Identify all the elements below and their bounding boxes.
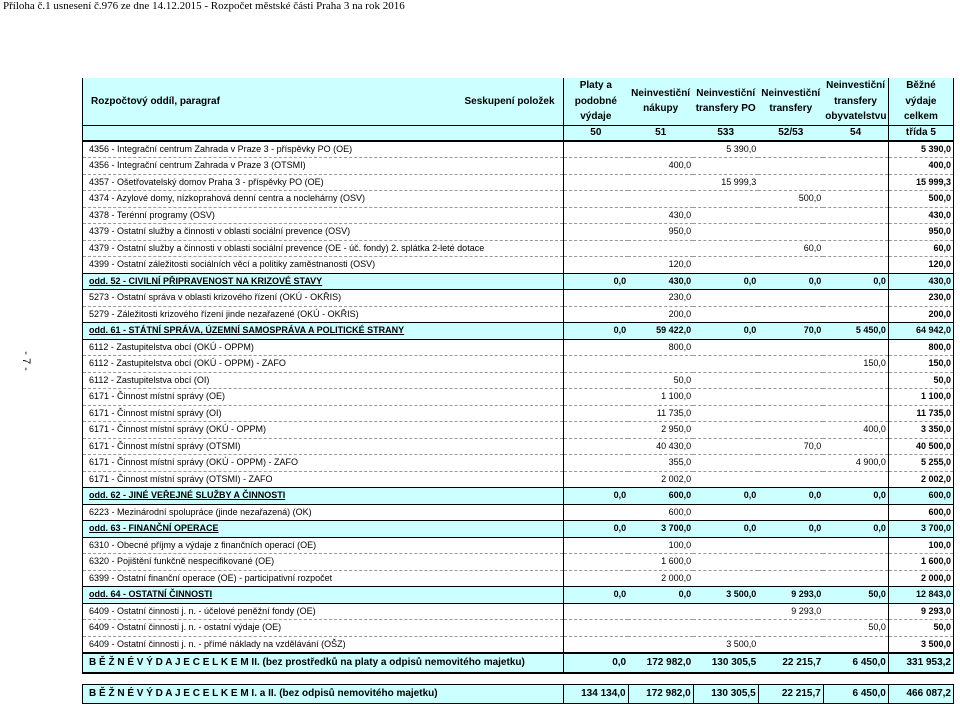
row-value bbox=[823, 158, 888, 175]
row-value: 9 293,0 bbox=[888, 603, 953, 620]
row-value: 64 942,0 bbox=[888, 323, 953, 340]
row-value: 400,0 bbox=[888, 158, 953, 175]
row-value bbox=[693, 191, 758, 208]
row-description: 4374 - Azylové domy, nízkoprahová denní centra a noclehárny (OSV) bbox=[83, 191, 564, 208]
row-value bbox=[563, 603, 628, 620]
row-value: 130 305,5 bbox=[693, 653, 758, 673]
row-description: 4356 - Integrační centrum Zahrada v Praze 3 (OTSMI) bbox=[83, 158, 564, 175]
row-value bbox=[758, 422, 823, 439]
page-number: - 7 - bbox=[19, 351, 32, 371]
row-value bbox=[693, 207, 758, 224]
row-description: 6310 - Obecné příjmy a výdaje z finančních operací (OE) bbox=[83, 537, 564, 554]
row-value: 22 215,7 bbox=[758, 653, 823, 673]
row-value bbox=[823, 141, 888, 158]
row-value: 950,0 bbox=[888, 224, 953, 241]
row-value: 5 390,0 bbox=[693, 141, 758, 158]
row-description: 5273 - Ostatní správa v oblasti krizového řízení (OKÚ - OKŘIS) bbox=[83, 290, 564, 307]
row-description: 6112 - Zastupitelstva obcí (OI) bbox=[83, 372, 564, 389]
row-value bbox=[628, 636, 693, 653]
row-description: 4357 - Ošetřovatelský domov Praha 3 - příspěvky PO (OE) bbox=[83, 174, 564, 191]
row-value: 0,0 bbox=[563, 587, 628, 604]
table-row bbox=[83, 422, 954, 439]
row-value: 60,0 bbox=[888, 240, 953, 257]
row-value bbox=[563, 389, 628, 406]
row-value bbox=[823, 191, 888, 208]
row-description: 4399 - Ostatní záležitosti sociálních věcí a politiky zaměstnanosti (OSV) bbox=[83, 257, 564, 274]
row-value bbox=[823, 537, 888, 554]
row-value bbox=[758, 141, 823, 158]
table-header-row bbox=[83, 78, 954, 125]
row-value: 120,0 bbox=[888, 257, 953, 274]
row-value: 600,0 bbox=[628, 488, 693, 505]
row-value bbox=[693, 537, 758, 554]
row-value: 15 999,3 bbox=[693, 174, 758, 191]
row-value: 400,0 bbox=[628, 158, 693, 175]
row-value bbox=[563, 438, 628, 455]
section-row bbox=[83, 273, 954, 290]
grand-total-description: B Ě Ž N É V Ý D A J E C E L K E M I. a II. (bez odpisů nemovitého majetku) bbox=[83, 685, 564, 704]
row-value bbox=[693, 438, 758, 455]
row-value: 59 422,0 bbox=[628, 323, 693, 340]
grand-total-value: 172 982,0 bbox=[628, 685, 693, 704]
table-row bbox=[83, 603, 954, 620]
row-description: 4379 - Ostatní služby a činnosti v oblasti sociální prevence (OSV) bbox=[83, 224, 564, 241]
row-value bbox=[758, 174, 823, 191]
row-value bbox=[563, 174, 628, 191]
row-value bbox=[823, 603, 888, 620]
row-value: 12 843,0 bbox=[888, 587, 953, 604]
code-cell: 54 bbox=[823, 125, 888, 141]
table-row bbox=[83, 158, 954, 175]
row-value: 70,0 bbox=[758, 323, 823, 340]
row-description: B Ě Ž N É V Ý D A J E C E L K E M II. (bez prostředků na platy a odpisů nemovitého majetku) bbox=[83, 653, 564, 673]
row-value bbox=[758, 636, 823, 653]
row-value bbox=[823, 372, 888, 389]
row-value bbox=[693, 471, 758, 488]
budget-table bbox=[82, 78, 954, 704]
row-description: 6171 - Činnost místní správy (OKÚ - OPPM) bbox=[83, 422, 564, 439]
row-value: 0,0 bbox=[693, 273, 758, 290]
row-value: 2 950,0 bbox=[628, 422, 693, 439]
grand-total-value: 6 450,0 bbox=[823, 685, 888, 704]
row-value bbox=[823, 636, 888, 653]
row-value bbox=[693, 339, 758, 356]
row-value bbox=[758, 504, 823, 521]
row-value: 5 390,0 bbox=[888, 141, 953, 158]
table-row bbox=[83, 620, 954, 637]
row-value: 15 999,3 bbox=[888, 174, 953, 191]
row-value bbox=[758, 620, 823, 637]
row-value bbox=[758, 537, 823, 554]
row-value bbox=[823, 471, 888, 488]
row-value: 430,0 bbox=[888, 273, 953, 290]
row-value: 1 100,0 bbox=[888, 389, 953, 406]
table-row bbox=[83, 554, 954, 571]
row-value bbox=[823, 224, 888, 241]
row-value bbox=[823, 306, 888, 323]
row-value: 0,0 bbox=[563, 273, 628, 290]
row-value: 1 600,0 bbox=[888, 554, 953, 571]
row-value: 9 293,0 bbox=[758, 587, 823, 604]
row-value: 0,0 bbox=[693, 521, 758, 538]
table-row bbox=[83, 306, 954, 323]
row-value: 50,0 bbox=[888, 620, 953, 637]
row-value: 1 600,0 bbox=[628, 554, 693, 571]
row-value bbox=[563, 240, 628, 257]
row-value bbox=[563, 471, 628, 488]
code-cell: 51 bbox=[628, 125, 693, 141]
row-value bbox=[563, 224, 628, 241]
row-value: 400,0 bbox=[823, 422, 888, 439]
row-value: 40 430,0 bbox=[628, 438, 693, 455]
row-value: 3 700,0 bbox=[888, 521, 953, 538]
row-value: 800,0 bbox=[888, 339, 953, 356]
row-value bbox=[693, 240, 758, 257]
row-description: 6409 - Ostatní činnosti j. n. - přímé náklady na vzdělávání (OŠZ) bbox=[83, 636, 564, 653]
row-description: 6112 - Zastupitelstva obcí (OKÚ - OPPM) bbox=[83, 339, 564, 356]
row-value: 0,0 bbox=[563, 653, 628, 673]
row-value bbox=[693, 405, 758, 422]
row-value bbox=[563, 158, 628, 175]
row-value bbox=[823, 405, 888, 422]
row-value: 150,0 bbox=[888, 356, 953, 373]
row-description: 5279 - Záležitosti krizového řízení jinde nezařazené (OKÚ - OKŘIS) bbox=[83, 306, 564, 323]
row-value bbox=[758, 257, 823, 274]
row-value: 0,0 bbox=[758, 273, 823, 290]
row-description: odd. 61 - STÁTNÍ SPRÁVA, ÚZEMNÍ SAMOSPRÁVA A POLITICKÉ STRANY bbox=[83, 323, 564, 340]
table-row bbox=[83, 372, 954, 389]
header-col-total: Běžné výdaje celkem bbox=[888, 78, 953, 125]
row-description: odd. 63 - FINANČNÍ OPERACE bbox=[83, 521, 564, 538]
row-value bbox=[563, 422, 628, 439]
section-row bbox=[83, 323, 954, 340]
row-value bbox=[758, 554, 823, 571]
row-value bbox=[693, 224, 758, 241]
row-value bbox=[563, 504, 628, 521]
row-value bbox=[563, 372, 628, 389]
row-value bbox=[628, 174, 693, 191]
header-col-transfers: Neinvestiční transfery bbox=[758, 78, 823, 125]
row-value: 3 700,0 bbox=[628, 521, 693, 538]
row-value bbox=[563, 191, 628, 208]
row-value bbox=[823, 207, 888, 224]
row-value bbox=[693, 554, 758, 571]
row-value: 70,0 bbox=[758, 438, 823, 455]
row-value bbox=[563, 537, 628, 554]
code-cell: 50 bbox=[563, 125, 628, 141]
row-value bbox=[693, 389, 758, 406]
row-value bbox=[758, 158, 823, 175]
row-value bbox=[693, 306, 758, 323]
table-row bbox=[83, 504, 954, 521]
row-value: 60,0 bbox=[758, 240, 823, 257]
row-value bbox=[758, 356, 823, 373]
table-code-row bbox=[83, 125, 954, 141]
row-description: 4356 - Integrační centrum Zahrada v Praze 3 - příspěvky PO (OE) bbox=[83, 141, 564, 158]
row-value bbox=[823, 290, 888, 307]
row-value bbox=[628, 191, 693, 208]
table-row bbox=[83, 356, 954, 373]
row-value bbox=[758, 471, 823, 488]
row-description: 6112 - Zastupitelstva obcí (OKÚ - OPPM) - ZAFO bbox=[83, 356, 564, 373]
row-value: 5 255,0 bbox=[888, 455, 953, 472]
row-value: 100,0 bbox=[888, 537, 953, 554]
code-cell: 52/53 bbox=[758, 125, 823, 141]
row-value bbox=[758, 455, 823, 472]
row-description: 6171 - Činnost místní správy (OI) bbox=[83, 405, 564, 422]
row-value bbox=[628, 620, 693, 637]
row-description: 6171 - Činnost místní správy (OTSMI) - ZAFO bbox=[83, 471, 564, 488]
row-description: 6171 - Činnost místní správy (OTSMI) bbox=[83, 438, 564, 455]
row-value: 11 735,0 bbox=[628, 405, 693, 422]
row-value bbox=[628, 356, 693, 373]
row-value: 6 450,0 bbox=[823, 653, 888, 673]
table-row bbox=[83, 455, 954, 472]
table-row bbox=[83, 471, 954, 488]
table-row bbox=[83, 224, 954, 241]
row-value: 200,0 bbox=[888, 306, 953, 323]
spacer-row bbox=[83, 673, 954, 685]
row-value: 500,0 bbox=[758, 191, 823, 208]
row-value bbox=[758, 339, 823, 356]
grand-total-value: 466 087,2 bbox=[888, 685, 953, 704]
row-value bbox=[823, 438, 888, 455]
row-description: 6171 - Činnost místní správy (OE) bbox=[83, 389, 564, 406]
row-value: 3 500,0 bbox=[888, 636, 953, 653]
row-value: 0,0 bbox=[563, 323, 628, 340]
row-value bbox=[693, 372, 758, 389]
code-cell: 533 bbox=[693, 125, 758, 141]
row-value bbox=[563, 257, 628, 274]
row-description: odd. 62 - JINÉ VEŘEJNÉ SLUŽBY A ČINNOSTI bbox=[83, 488, 564, 505]
row-description: 6223 - Mezinárodní spolupráce (jinde nezařazená) (OK) bbox=[83, 504, 564, 521]
row-value: 150,0 bbox=[823, 356, 888, 373]
row-value: 50,0 bbox=[888, 372, 953, 389]
row-value bbox=[693, 257, 758, 274]
row-value bbox=[563, 620, 628, 637]
row-value: 230,0 bbox=[888, 290, 953, 307]
row-value: 5 450,0 bbox=[823, 323, 888, 340]
row-value bbox=[758, 290, 823, 307]
row-value bbox=[693, 422, 758, 439]
row-value: 2 002,0 bbox=[628, 471, 693, 488]
row-value bbox=[563, 141, 628, 158]
table-row bbox=[83, 405, 954, 422]
section-row bbox=[83, 488, 954, 505]
row-value: 430,0 bbox=[628, 273, 693, 290]
row-value: 500,0 bbox=[888, 191, 953, 208]
row-value bbox=[758, 207, 823, 224]
row-value: 0,0 bbox=[563, 521, 628, 538]
row-value: 0,0 bbox=[758, 521, 823, 538]
table-row bbox=[83, 570, 954, 587]
row-value bbox=[758, 389, 823, 406]
row-value bbox=[823, 257, 888, 274]
row-value: 11 735,0 bbox=[888, 405, 953, 422]
header-col-salaries: Platy a podobné výdaje bbox=[563, 78, 628, 125]
row-value: 0,0 bbox=[823, 521, 888, 538]
row-value bbox=[758, 306, 823, 323]
row-value bbox=[693, 356, 758, 373]
row-value bbox=[628, 141, 693, 158]
row-value: 0,0 bbox=[823, 273, 888, 290]
table-row bbox=[83, 174, 954, 191]
total-row bbox=[83, 653, 954, 673]
table-row bbox=[83, 636, 954, 653]
table-row bbox=[83, 438, 954, 455]
row-value bbox=[563, 570, 628, 587]
table-body bbox=[83, 141, 954, 704]
row-value bbox=[563, 339, 628, 356]
header-col-purchases: Neinvestiční nákupy bbox=[628, 78, 693, 125]
code-cell: třída 5 bbox=[888, 125, 953, 141]
row-value bbox=[693, 455, 758, 472]
row-value bbox=[823, 174, 888, 191]
row-description: 6320 - Pojištění funkčně nespecifikované (OE) bbox=[83, 554, 564, 571]
row-value bbox=[628, 603, 693, 620]
row-value: 0,0 bbox=[758, 488, 823, 505]
row-value: 2 000,0 bbox=[888, 570, 953, 587]
row-value bbox=[693, 570, 758, 587]
row-value bbox=[628, 240, 693, 257]
row-value bbox=[563, 636, 628, 653]
row-value bbox=[693, 504, 758, 521]
row-value: 120,0 bbox=[628, 257, 693, 274]
row-value: 3 500,0 bbox=[693, 587, 758, 604]
document-header-note: Příloha č.1 usnesení č.976 ze dne 14.12.2015 - Rozpočet městské části Praha 3 na rok 2016 bbox=[3, 0, 405, 12]
row-value: 2 000,0 bbox=[628, 570, 693, 587]
row-value: 1 100,0 bbox=[628, 389, 693, 406]
row-description: 6409 - Ostatní činnosti j. n. - ostatní výdaje (OE) bbox=[83, 620, 564, 637]
table-row bbox=[83, 257, 954, 274]
row-value: 0,0 bbox=[823, 488, 888, 505]
table-row bbox=[83, 207, 954, 224]
row-value: 50,0 bbox=[628, 372, 693, 389]
row-description: odd. 64 - OSTATNÍ ČINNOSTI bbox=[83, 587, 564, 604]
row-value: 0,0 bbox=[693, 323, 758, 340]
row-value bbox=[563, 405, 628, 422]
row-value bbox=[563, 455, 628, 472]
row-value bbox=[758, 372, 823, 389]
row-value: 430,0 bbox=[888, 207, 953, 224]
row-value bbox=[823, 240, 888, 257]
grand-total-value: 130 305,5 bbox=[693, 685, 758, 704]
row-value: 230,0 bbox=[628, 290, 693, 307]
row-value bbox=[693, 290, 758, 307]
row-value bbox=[563, 306, 628, 323]
row-value: 600,0 bbox=[888, 488, 953, 505]
table-row bbox=[83, 141, 954, 158]
row-value: 950,0 bbox=[628, 224, 693, 241]
header-description bbox=[83, 78, 564, 125]
row-value bbox=[693, 603, 758, 620]
section-row bbox=[83, 587, 954, 604]
row-value: 3 500,0 bbox=[693, 636, 758, 653]
row-value: 200,0 bbox=[628, 306, 693, 323]
row-value: 800,0 bbox=[628, 339, 693, 356]
row-value: 331 953,2 bbox=[888, 653, 953, 673]
row-value: 430,0 bbox=[628, 207, 693, 224]
header-section-label: Rozpočtový oddíl, paragraf bbox=[91, 95, 220, 107]
row-value: 40 500,0 bbox=[888, 438, 953, 455]
row-value: 0,0 bbox=[693, 488, 758, 505]
section-row bbox=[83, 521, 954, 538]
row-value: 600,0 bbox=[888, 504, 953, 521]
table-row bbox=[83, 537, 954, 554]
grand-total-value: 134 134,0 bbox=[563, 685, 628, 704]
table-row bbox=[83, 389, 954, 406]
row-value bbox=[563, 356, 628, 373]
row-value: 3 350,0 bbox=[888, 422, 953, 439]
table-row bbox=[83, 191, 954, 208]
row-value: 355,0 bbox=[628, 455, 693, 472]
row-description: 4378 - Terénní programy (OSV) bbox=[83, 207, 564, 224]
header-col-transfers-po: Neinvestiční transfery PO bbox=[693, 78, 758, 125]
row-value bbox=[563, 554, 628, 571]
table-row bbox=[83, 240, 954, 257]
row-value: 50,0 bbox=[823, 620, 888, 637]
table-row bbox=[83, 290, 954, 307]
row-value bbox=[693, 620, 758, 637]
row-value bbox=[758, 224, 823, 241]
row-value bbox=[823, 339, 888, 356]
row-value bbox=[563, 207, 628, 224]
row-description: 4379 - Ostatní služby a činnosti v oblasti sociální prevence (OE - úč. fondy) 2. splátka 2-leté dotace bbox=[83, 240, 564, 257]
row-value bbox=[693, 158, 758, 175]
row-value: 0,0 bbox=[628, 587, 693, 604]
row-value: 4 900,0 bbox=[823, 455, 888, 472]
table-row bbox=[83, 339, 954, 356]
row-value bbox=[758, 405, 823, 422]
row-value bbox=[823, 389, 888, 406]
row-value bbox=[563, 290, 628, 307]
row-value bbox=[823, 504, 888, 521]
row-value: 600,0 bbox=[628, 504, 693, 521]
header-group-label: Seskupení položek bbox=[464, 95, 555, 107]
row-value bbox=[823, 554, 888, 571]
row-description: 6171 - Činnost místní správy (OKÚ - OPPM) - ZAFO bbox=[83, 455, 564, 472]
row-description: 6409 - Ostatní činnosti j. n. - účelové peněžní fondy (OE) bbox=[83, 603, 564, 620]
row-value: 172 982,0 bbox=[628, 653, 693, 673]
row-value: 2 002,0 bbox=[888, 471, 953, 488]
grand-total-value: 22 215,7 bbox=[758, 685, 823, 704]
row-description: odd. 52 - CIVILNÍ PŘIPRAVENOST NA KRIZOVÉ STAVY bbox=[83, 273, 564, 290]
row-value: 9 293,0 bbox=[758, 603, 823, 620]
row-value bbox=[758, 570, 823, 587]
grand-total-row bbox=[83, 685, 954, 704]
row-value: 0,0 bbox=[563, 488, 628, 505]
row-description: 6399 - Ostatní finanční operace (OE) - participativní rozpočet bbox=[83, 570, 564, 587]
header-col-transfers-citizens: Neinvestiční transfery obyvatelstvu bbox=[823, 78, 888, 125]
row-value bbox=[823, 570, 888, 587]
row-value: 50,0 bbox=[823, 587, 888, 604]
row-value: 100,0 bbox=[628, 537, 693, 554]
